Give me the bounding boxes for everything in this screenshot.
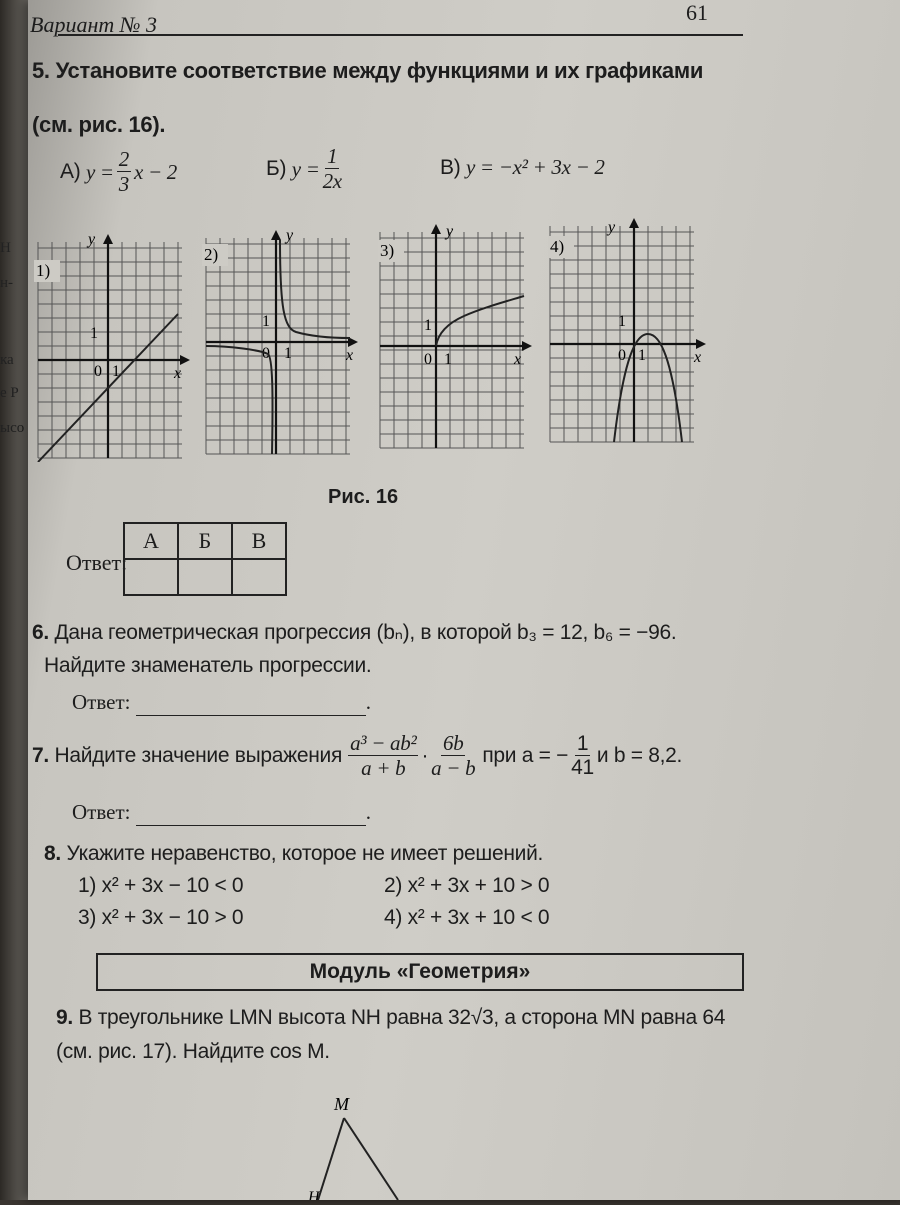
tick-label: 1 bbox=[618, 313, 626, 330]
graph-3 bbox=[374, 222, 532, 452]
answer-cell-b[interactable] bbox=[178, 559, 232, 595]
q6-answer: Ответ: . bbox=[72, 690, 371, 714]
q6-line2: Найдите знаменатель прогрессии. bbox=[44, 654, 372, 677]
tick-label: 1 bbox=[112, 363, 120, 380]
q7-answer-line[interactable] bbox=[136, 800, 366, 826]
tick-label: 1 bbox=[424, 317, 432, 334]
q6-line1: 6. Дана геометрическая прогрессия (bₙ), в которой b₃ = 12, b₆ = −96. bbox=[32, 621, 677, 644]
q9-line2: (см. рис. 17). Найдите cos M. bbox=[56, 1040, 330, 1063]
fraction: $\frac{\text{a³ − ab²}}{a + b}$ bbox=[350, 731, 417, 781]
book-page bbox=[28, 0, 900, 1200]
figure-caption: Рис. 16 bbox=[328, 486, 399, 508]
graph-label: 4) bbox=[550, 237, 565, 256]
q5-prompt: Установите соответствие между функциями и их графиками bbox=[55, 58, 704, 83]
q8-option-3[interactable]: 3) x² + 3x − 10 > 0 bbox=[78, 906, 244, 929]
fraction: $\frac{6b}{a - b}$ bbox=[431, 731, 476, 781]
graph-label: 3) bbox=[380, 241, 395, 260]
figure-17 bbox=[298, 1090, 418, 1205]
q5-option-a: А) y = $\frac{2}{3}$ x − 2 bbox=[60, 147, 177, 197]
module-title: Модуль «Геометрия» bbox=[96, 953, 744, 991]
header-rule bbox=[58, 34, 743, 36]
q9-line1: 9. В треугольнике LMN высота NH равна 32√3, а сторона MN равна 64 bbox=[56, 1006, 726, 1029]
fraction: $\frac{2}{3}$ bbox=[118, 147, 129, 197]
margin-fragment: ысо bbox=[0, 420, 25, 436]
tick-label: 1 bbox=[444, 351, 452, 368]
origin-label: 0 bbox=[618, 347, 626, 364]
q6-answer-line[interactable] bbox=[136, 690, 366, 716]
tick-label: 1 bbox=[638, 347, 646, 364]
tick-label: 1 bbox=[262, 313, 270, 330]
axis-y-label: y bbox=[608, 219, 616, 236]
answer-header-b: Б bbox=[178, 523, 232, 559]
q7-line: 7. Найдите значение выражения $\frac{\text{a³ − ab²}}{a + b}$ · $\frac{6b}{a - b}$ при a = − $\frac{1}{41}$ и b = 8,2. bbox=[32, 731, 683, 781]
q5-option-b: Б) y = $\frac{1}{2x}$ bbox=[266, 144, 342, 194]
graph-4 bbox=[544, 216, 706, 448]
graph-label: 1) bbox=[36, 261, 51, 280]
origin-label: 0 bbox=[424, 351, 432, 368]
graph-1 bbox=[32, 232, 190, 462]
fraction: $\frac{1}{41}$ bbox=[571, 732, 594, 780]
graph-2 bbox=[200, 228, 358, 458]
answer-cell-a[interactable] bbox=[124, 559, 178, 595]
axis-x-label: x bbox=[694, 349, 702, 366]
axis-y-label: y bbox=[286, 228, 294, 244]
q8-option-2[interactable]: 2) x² + 3x + 10 > 0 bbox=[384, 874, 550, 897]
q7-answer: Ответ: . bbox=[72, 800, 371, 824]
axis-y-label: y bbox=[446, 223, 454, 240]
axis-x-label: x bbox=[174, 365, 182, 382]
answer-header-a: А bbox=[124, 523, 178, 559]
margin-fragment: Н bbox=[0, 240, 11, 256]
axis-x-label: x bbox=[514, 351, 522, 368]
fraction: $\frac{1}{2x}$ bbox=[322, 144, 342, 194]
vertex-h-label: H bbox=[308, 1189, 320, 1200]
q5-answer-label: Ответ: bbox=[66, 550, 128, 575]
q8-prompt: 8. Укажите неравенство, которое не имеет решений. bbox=[44, 842, 544, 865]
q5-number: 5. bbox=[32, 58, 50, 83]
margin-fragment: е Р bbox=[0, 385, 19, 401]
margin-fragment: ка bbox=[0, 352, 14, 368]
tick-label: 1 bbox=[284, 345, 292, 362]
q5-line1 bbox=[32, 58, 703, 84]
graph-label: 2) bbox=[204, 245, 219, 264]
axis-y-label: y bbox=[88, 232, 96, 248]
margin-fragment: н- bbox=[0, 275, 14, 291]
origin-label: 0 bbox=[262, 345, 270, 362]
q5-answer-table bbox=[123, 522, 287, 596]
axis-x-label: x bbox=[346, 347, 354, 364]
tick-label: 1 bbox=[90, 325, 98, 342]
q5-option-c: В) y = −x² + 3x − 2 bbox=[440, 155, 605, 179]
q8-option-1[interactable]: 1) x² + 3x − 10 < 0 bbox=[78, 874, 244, 897]
origin-label: 0 bbox=[94, 363, 102, 380]
answer-header-c: В bbox=[232, 523, 286, 559]
vertex-m-label: M bbox=[334, 1094, 349, 1114]
variant-title: Вариант № 3 bbox=[30, 12, 157, 37]
answer-cell-c[interactable] bbox=[232, 559, 286, 595]
page-number: 61 bbox=[686, 0, 708, 25]
q8-option-4[interactable]: 4) x² + 3x + 10 < 0 bbox=[384, 906, 550, 929]
q5-prompt-line2: (см. рис. 16). bbox=[32, 112, 166, 137]
